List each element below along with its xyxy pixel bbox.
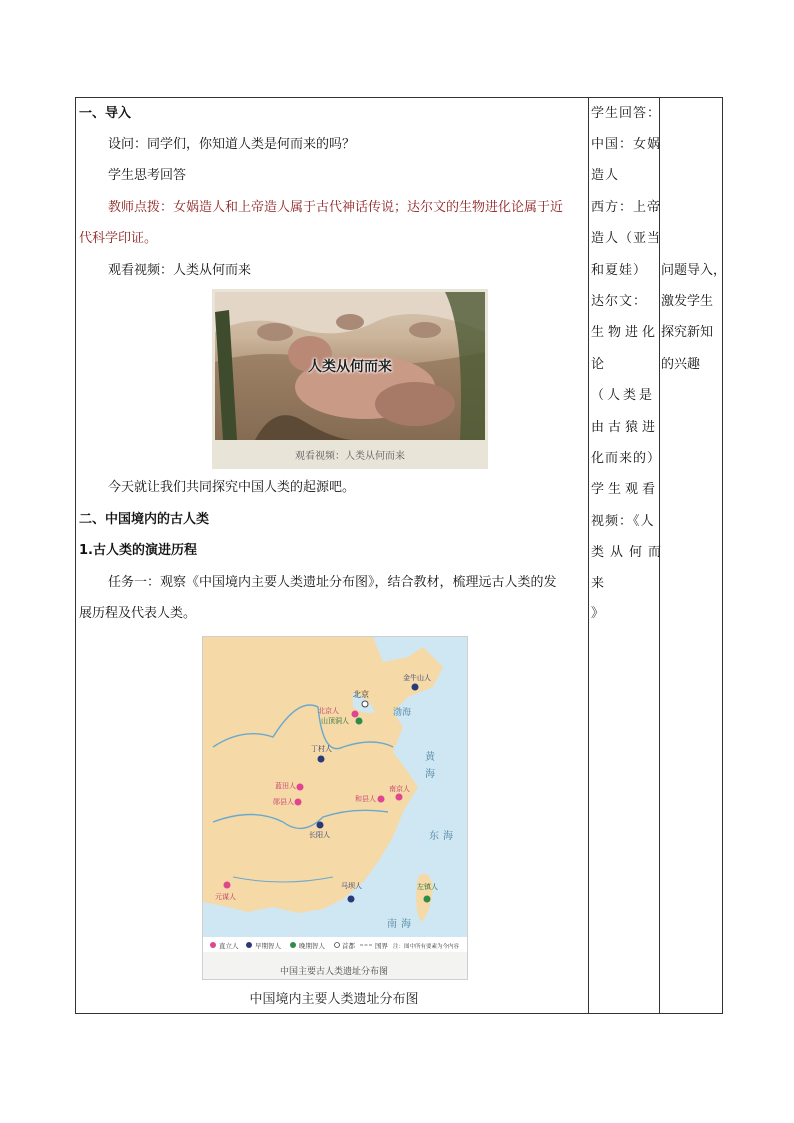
sea-label-bohai: 渤海 bbox=[393, 707, 412, 717]
site-marker-changyang bbox=[317, 822, 324, 829]
student-line-11: 由古猿进 bbox=[591, 420, 660, 435]
video-scene bbox=[215, 292, 485, 440]
teacher-note-line1: 教师点拨：女娲造人和上帝造人属于古代神话传说；达尔文的生物进化论属于近 bbox=[108, 200, 564, 215]
student-line-14: 视频：《人 bbox=[591, 514, 655, 529]
label-dingcunren: 丁村人 bbox=[311, 746, 332, 753]
video-caption: 观看视频：人类从何而来 bbox=[295, 451, 405, 462]
column-divider-1 bbox=[588, 98, 589, 1013]
site-marker-nanjing bbox=[396, 794, 403, 801]
teacher-note-line2: 代科学印证。 bbox=[79, 231, 158, 246]
sea-label-huang: 黄 bbox=[425, 752, 435, 763]
map-title: 中国境内主要人类遗址分布图 bbox=[249, 992, 419, 1007]
legend-border: 国界 bbox=[375, 943, 388, 950]
label-beijingren: 北京人 bbox=[318, 708, 339, 715]
label-beijing: 北京 bbox=[353, 690, 369, 699]
intent-line-4: 的兴趣 bbox=[661, 357, 701, 372]
label-shandingdongren: 山顶洞人 bbox=[321, 718, 349, 725]
student-line-7: 达尔文： bbox=[591, 294, 648, 309]
legend-icon-late-sapiens bbox=[290, 942, 296, 948]
map-graphic bbox=[203, 637, 467, 967]
site-marker-zuozhen bbox=[424, 896, 431, 903]
label-lantianren: 蓝田人 bbox=[275, 783, 296, 790]
intent-line-1: 问题导入， bbox=[661, 263, 727, 278]
today-intro-text: 今天就让我们共同探究中国人类的起源吧。 bbox=[108, 480, 356, 495]
student-line-2: 中国：女娲 bbox=[591, 137, 662, 152]
legend-early-sapiens: 早期智人 bbox=[255, 943, 281, 950]
legend-homo-erectus: 直立人 bbox=[219, 943, 239, 950]
label-hexianren: 和县人 bbox=[355, 796, 376, 803]
student-line-8: 生物进化 bbox=[591, 325, 660, 340]
label-zuozhenren: 左镇人 bbox=[417, 884, 438, 891]
site-marker-lantian bbox=[297, 784, 304, 791]
site-distribution-map bbox=[202, 636, 468, 980]
subsection-heading-evolution: 1.古人类的演进历程 bbox=[79, 543, 197, 558]
student-line-17: 》 bbox=[591, 606, 606, 621]
legend-icon-capital bbox=[335, 943, 340, 948]
student-response-text: 学生思考回答 bbox=[108, 168, 187, 183]
label-yunxianren: 郧县人 bbox=[273, 799, 294, 806]
student-line-13: 学生观看 bbox=[591, 482, 660, 497]
legend-icon-homo-erectus bbox=[210, 942, 216, 948]
sea-label-hai3: 海 bbox=[401, 919, 411, 930]
video-title: 人类从何而来 bbox=[308, 359, 392, 375]
intent-line-2: 激发学生 bbox=[661, 294, 714, 309]
label-changyangren: 长阳人 bbox=[309, 832, 330, 839]
student-line-9: 论 bbox=[591, 357, 606, 372]
map-caption: 中国主要古人类遗址分布图 bbox=[279, 967, 388, 977]
section-heading-intro: 一、导入 bbox=[79, 106, 132, 121]
label-jinniushanren: 金牛山人 bbox=[403, 675, 431, 682]
legend-late-sapiens: 晚期智人 bbox=[299, 943, 325, 950]
video-thumbnail[interactable] bbox=[212, 289, 488, 469]
label-nanjingren: 南京人 bbox=[389, 786, 410, 793]
site-marker-yunxian bbox=[295, 799, 302, 806]
task-line1: 任务一：观察《中国境内主要人类遗址分布图》，结合教材，梳理远古人类的发 bbox=[108, 575, 557, 590]
student-line-10: （人类是 bbox=[591, 388, 656, 403]
student-line-4: 西方：上帝 bbox=[591, 200, 662, 215]
student-line-15: 类从何而 bbox=[591, 545, 668, 560]
site-marker-shandingdong bbox=[356, 718, 363, 725]
site-marker-hexian bbox=[378, 796, 385, 803]
sea-label-hai2: 海 bbox=[443, 831, 453, 842]
student-line-6: 和夏娃） bbox=[591, 263, 648, 278]
site-marker-beijingren bbox=[352, 711, 359, 718]
lesson-table bbox=[75, 97, 727, 1014]
sea-label-nan: 南 bbox=[387, 919, 397, 930]
student-line-1: 学生回答： bbox=[591, 106, 662, 121]
legend-capital: 首都 bbox=[342, 943, 355, 950]
question-text: 设问：同学们，你知道人类是何而来的吗？ bbox=[108, 137, 356, 152]
student-line-12: 化而来的） bbox=[591, 451, 662, 466]
student-line-3: 造人 bbox=[591, 168, 620, 183]
site-marker-maba bbox=[348, 896, 355, 903]
legend-note: 注：图中所有要素为今内容 bbox=[393, 944, 460, 950]
student-line-16: 来 bbox=[591, 576, 606, 591]
site-marker-jinniushan bbox=[412, 684, 419, 691]
intent-line-3: 探究新知 bbox=[661, 325, 714, 340]
watch-video-text: 观看视频：人类从何而来 bbox=[108, 263, 252, 278]
capital-marker bbox=[362, 701, 368, 707]
label-yuanmouren: 元谋人 bbox=[215, 894, 236, 901]
section-heading-ancient-humans: 二、中国境内的古人类 bbox=[79, 512, 210, 527]
legend-icon-early-sapiens bbox=[246, 942, 252, 948]
site-marker-yuanmou bbox=[224, 882, 231, 889]
student-line-5: 造人（亚当 bbox=[591, 231, 662, 246]
task-line2: 展历程及代表人类。 bbox=[79, 606, 197, 621]
sea-label-dong: 东 bbox=[429, 831, 439, 842]
sea-label-hai1: 海 bbox=[425, 769, 435, 780]
label-mabaren: 马坝人 bbox=[341, 883, 362, 890]
site-marker-dingcun bbox=[318, 756, 325, 763]
